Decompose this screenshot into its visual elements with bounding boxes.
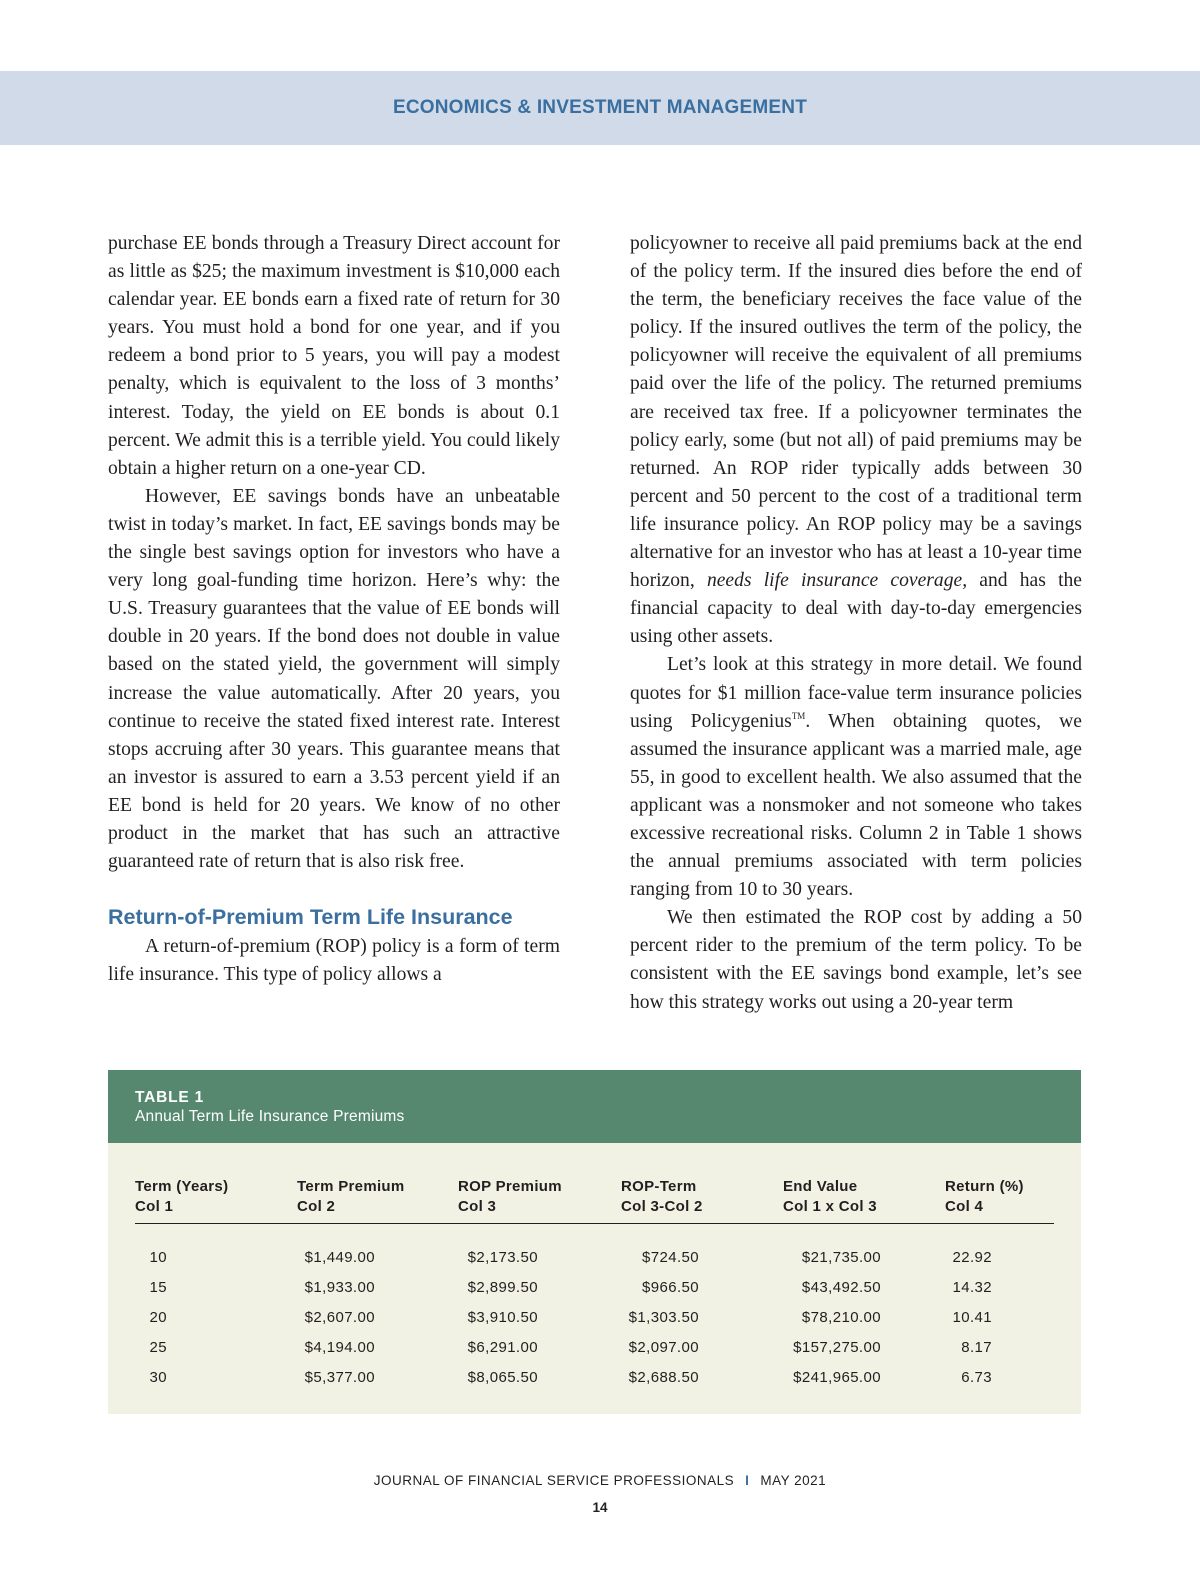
column-header-line2: Col 3-Col 2 [621, 1198, 703, 1215]
column-header-line1: End Value [783, 1178, 858, 1195]
table-cell-rop-premium: $6,291.00 [467, 1339, 538, 1356]
right-paragraph-1-text: policyowner to receive all paid premiums back at the end of the policy term. If the insured dies before the end of the term, the beneficiary receives the face value of the policy. If the insured outlives the term of the policy, the policyowner will receive the equivalent of all premiums paid over the life of the policy. The returned premiums are received tax free. If a policyowner terminates the policy early, some (but not all) of paid premiums may be returned. An ROP rider typically adds between 30 percent and 50 percent to the cost of a traditional term life insurance policy. An ROP policy may be a savings alternative for an investor who has at least a 10-year time horizon, [630, 233, 1082, 592]
section-header-band [0, 71, 1200, 145]
table-cell-rop-premium: $2,899.50 [467, 1279, 538, 1296]
journal-name: JOURNAL OF FINANCIAL SERVICE PROFESSIONALS [373, 1473, 735, 1488]
table-cell-rop-term: $1,303.50 [628, 1309, 699, 1326]
right-paragraph-1-end: and has the financial capacity to deal with day-to-day emergencies using other assets. [630, 570, 1083, 648]
right-paragraph-2-end: . When obtaining quotes, we assumed the insurance applicant was a married male, age 55, in good to excellent health. We also assumed that the applicant was a nonsmoker and not someone who takes excessive recreational risks. Column 2 in Table 1 shows the annual premiums associated with term policies ranging from 10 to 30 years. [630, 710, 1082, 901]
right-paragraph-1 [630, 230, 1082, 651]
issue-date: MAY 2021 [760, 1473, 827, 1488]
right-paragraph-2 [630, 651, 1082, 904]
table-cell-rop-term: $2,688.50 [628, 1369, 699, 1386]
page-footer [0, 1473, 1200, 1488]
table-cell-rop-term: $966.50 [641, 1279, 699, 1296]
table-cell-rop-premium: $8,065.50 [467, 1369, 538, 1386]
table-cell-rop-premium: $3,910.50 [467, 1309, 538, 1326]
table-cell-term-premium: $4,194.00 [304, 1339, 375, 1356]
table-cell-term-premium: $2,607.00 [304, 1309, 375, 1326]
right-paragraph-2-text: Let’s look at this strategy in more detail. We found quotes for $1 million face-value term insurance policies using Policygenius [630, 654, 1082, 732]
left-paragraph-3: A return-of-premium (ROP) policy is a form of term life insurance. This type of policy allows a [108, 936, 560, 986]
table-label: TABLE 1 [135, 1089, 205, 1106]
table-cell-return: 10.41 [952, 1309, 992, 1326]
table-cell-rop-term: $724.50 [641, 1249, 699, 1266]
column-header-line2: Col 1 x Col 3 [783, 1198, 877, 1215]
column-header-line1: ROP Premium [458, 1178, 562, 1195]
column-header-return [945, 1177, 1024, 1217]
column-header-term-years [135, 1177, 228, 1217]
column-header-line1: Term Premium [297, 1178, 405, 1195]
table-cell-term-years: 25 [149, 1339, 167, 1356]
table-cell-end-value: $78,210.00 [801, 1309, 881, 1326]
table-cell-end-value: $21,735.00 [801, 1249, 881, 1266]
section-heading-rop: Return-of-Premium Term Life Insurance [108, 905, 513, 930]
table-cell-end-value: $241,965.00 [793, 1369, 881, 1386]
table-title-bar [108, 1070, 1081, 1143]
left-column [108, 230, 560, 989]
table-cell-end-value: $157,275.00 [793, 1339, 881, 1356]
column-header-line1: Term (Years) [135, 1178, 229, 1195]
table-cell-return: 14.32 [952, 1279, 992, 1296]
right-column [630, 230, 1082, 1017]
left-paragraph-1: purchase EE bonds through a Treasury Direct account for as little as $25; the maximum investment is $10,000 each calendar year. EE bonds earn a fixed rate of return for 30 years. You must hold a bond for one year, and if you redeem a bond prior to 5 years, you will pay a modest penalty, which is equivalent to the loss of 3 months’ interest. Today, the yield on EE bonds is about 0.1 percent. We admit this is a terrible yield. You could likely obtain a higher return on a one-year CD. [108, 233, 560, 479]
table-1 [108, 1070, 1081, 1414]
table-cell-term-premium: $1,933.00 [304, 1279, 375, 1296]
column-header-rop-premium [458, 1177, 562, 1217]
column-header-term-premium [297, 1177, 405, 1217]
column-header-line1: ROP-Term [621, 1178, 697, 1195]
table-caption: Annual Term Life Insurance Premiums [135, 1108, 405, 1125]
left-paragraph-2: However, EE savings bonds have an unbeatable twist in today’s market. In fact, EE savings bonds may be the single best savings option for investors who have a very long goal-funding time horizon. Here’s why: the U.S. Treasury guarantees that the value of EE bonds will double in 20 years. If the bond does not double in value based on the stated yield, the government will simply increase the value automatically. After 20 years, you continue to receive the stated fixed interest rate. Interest stops accruing after 30 years. This guarantee means that an investor is assured to earn a 3.53 percent yield if an EE bond is held for 20 years. We know of no other product in the market that has such an attractive guaranteed rate of return that is also risk free. [108, 485, 560, 873]
column-header-line2: Col 3 [458, 1198, 497, 1215]
table-cell-rop-term: $2,097.00 [628, 1339, 699, 1356]
table-header-rule [135, 1223, 1054, 1224]
footer-separator: I [745, 1473, 750, 1488]
table-cell-term-years: 30 [149, 1369, 167, 1386]
column-header-line1: Return (%) [945, 1178, 1024, 1195]
table-cell-return: 8.17 [961, 1339, 992, 1356]
table-cell-return: 6.73 [961, 1369, 992, 1386]
table-cell-rop-premium: $2,173.50 [467, 1249, 538, 1266]
table-cell-term-years: 15 [149, 1279, 167, 1296]
right-paragraph-1-italic: needs life insurance coverage, [706, 570, 968, 592]
table-cell-term-premium: $1,449.00 [304, 1249, 375, 1266]
page-number: 14 [592, 1500, 608, 1515]
table-cell-end-value: $43,492.50 [801, 1279, 881, 1296]
table-cell-term-years: 10 [149, 1249, 167, 1266]
section-title: ECONOMICS & INVESTMENT MANAGEMENT [392, 97, 808, 118]
column-header-end-value [783, 1177, 877, 1217]
table-cell-term-years: 20 [149, 1309, 167, 1326]
right-paragraph-3: We then estimated the ROP cost by adding a 50 percent rider to the premium of the term policy. To be consistent with the EE savings bond example, let’s see how this strategy works out using a 20-year term [630, 907, 1082, 1013]
column-header-rop-term [621, 1177, 703, 1217]
column-header-line2: Col 2 [297, 1198, 336, 1215]
trademark-mark: TM [791, 710, 806, 721]
column-header-line2: Col 4 [945, 1198, 984, 1215]
column-header-line2: Col 1 [135, 1198, 174, 1215]
table-cell-return: 22.92 [952, 1249, 992, 1266]
table-cell-term-premium: $5,377.00 [304, 1369, 375, 1386]
